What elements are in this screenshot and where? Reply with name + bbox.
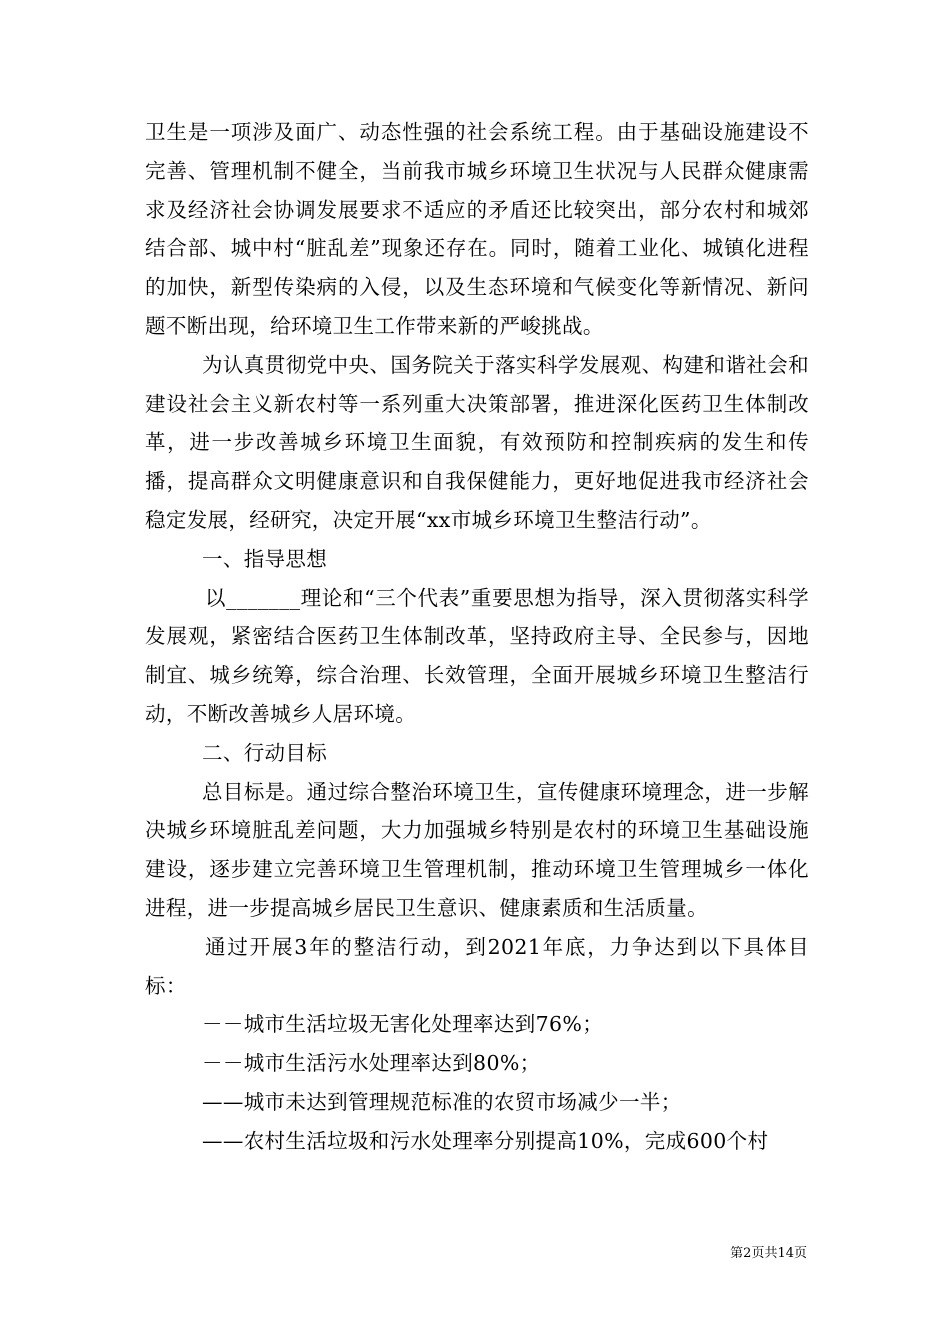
goal-item-rural: ——农村生活垃圾和污水处理率分别提高10%，完成600个村 <box>202 1128 769 1153</box>
goal-item-sewage: －－城市生活污水处理率达到80%； <box>202 1051 541 1076</box>
goal-item-markets: ——城市未达到管理规范标准的农贸市场减少一半； <box>202 1089 682 1114</box>
paragraph-overall-goal: 总目标是。通过综合整治环境卫生，宣传健康环境理念，进一步解决城乡环境脏乱差问题，大力加强城乡特别是农村的环境卫生基础设施建设，逐步建立完善环境卫生管理机制，推动环境卫生管理城乡一体化进程，进一步提高城乡居民卫生意识、健康素质和生活质量。 <box>145 779 809 920</box>
page-number-footer: 第2页共14页 <box>730 1246 807 1261</box>
section-heading-guiding-thought: 一、指导思想 <box>202 546 328 571</box>
paragraph-specific-goals-intro: 通过开展3年的整洁行动，到2021年底，力争达到以下具体目标： <box>145 934 809 998</box>
goal-item-garbage: －－城市生活垃圾无害化处理率达到76%； <box>202 1012 604 1037</box>
paragraph-purpose: 为认真贯彻党中央、国务院关于落实科学发展观、构建和谐社会和建设社会主义新农村等一系列重大决策部署，推进深化医药卫生体制改革，进一步改善城乡环境卫生面貌，有效预防和控制疾病的发生和传播，提高群众文明健康意识和自我保健能力，更好地促进我市经济社会稳定发展，经研究，决定开展“xx市城乡环境卫生整洁行动”。 <box>145 352 809 532</box>
document-body <box>145 113 809 1161</box>
section-heading-action-goals: 二、行动目标 <box>202 740 328 765</box>
paragraph-guiding-thought: 以_______理论和“三个代表”重要思想为指导，深入贯彻落实科学发展观，紧密结合医药卫生体制改革，坚持政府主导、全民参与，因地制宜、城乡统筹，综合治理、长效管理，全面开展城乡环境卫生整洁行动，不断改善城乡人居环境。 <box>145 585 809 726</box>
paragraph-intro-continued: 卫生是一项涉及面广、动态性强的社会系统工程。由于基础设施建设不完善、管理机制不健全，当前我市城乡环境卫生状况与人民群众健康需求及经济社会协调发展要求不适应的矛盾还比较突出，部分农村和城郊结合部、城中村“脏乱差”现象还存在。同时，随着工业化、城镇化进程的加快，新型传染病的入侵，以及生态环境和气候变化等新情况、新问题不断出现，给环境卫生工作带来新的严峻挑战。 <box>145 120 809 338</box>
